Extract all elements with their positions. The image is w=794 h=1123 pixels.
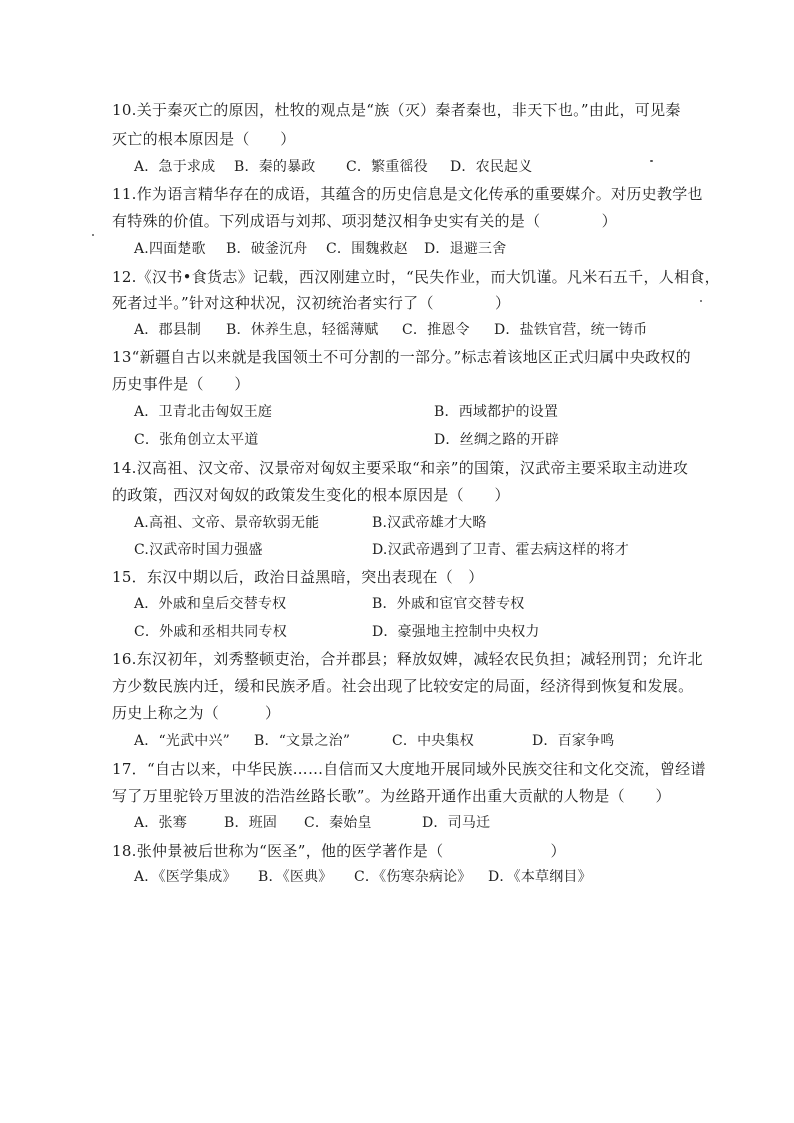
question-11-option-a: A.四面楚歌 bbox=[134, 241, 206, 257]
question-16-option-c: C．中央集权 bbox=[392, 733, 474, 749]
question-17-option-c: C．秦始皇 bbox=[304, 815, 372, 831]
question-14-line-1: 14.汉高祖、汉文帝、汉景帝对匈奴主要采取“和亲”的国策，汉武帝主要采取主动进攻 bbox=[112, 459, 689, 477]
question-13-option-c: C．张角创立太平道 bbox=[134, 432, 259, 448]
question-11-option-d: D．退避三舍 bbox=[424, 241, 507, 257]
question-13-line-1: 13“新疆自古以来就是我国领土不可分割的一部分。”标志着该地区正式归属中央政权的 bbox=[112, 348, 691, 366]
question-15-option-b: B．外戚和宦官交替专权 bbox=[372, 596, 525, 612]
question-10-option-c: C．繁重徭役 bbox=[346, 159, 428, 175]
question-16-line-3: 历史上称之为（ ） bbox=[112, 704, 281, 722]
question-15-option-c: C．外戚和丞相共同专权 bbox=[134, 624, 287, 640]
question-16-option-b: B．“文景之治” bbox=[254, 733, 351, 749]
question-17-line-1: 17．“自古以来，中华民族……自信而又大度地开展同域外民族交往和文化交流，曾经谱 bbox=[112, 760, 706, 778]
question-11-line-2: 有特殊的价值。下列成语与刘邦、项羽楚汉相争史实有关的是（ ） bbox=[112, 212, 617, 230]
question-11-option-b: B．破釜沉舟 bbox=[226, 241, 308, 257]
question-18-line-1: 18.张仲景被后世称为“医圣”，他的医学著作是（ ） bbox=[112, 842, 566, 860]
question-10-line-1: 10.关于秦灭亡的原因，杜牧的观点是“族（灭）秦者秦也，非天下也。”由此，可见秦 bbox=[112, 101, 681, 119]
question-18-option-b: B．《医典》 bbox=[258, 869, 333, 885]
question-16-option-d: D．百家争鸣 bbox=[532, 733, 615, 749]
question-12-option-b: B．休养生息，轻徭薄赋 bbox=[226, 322, 379, 338]
question-15-option-d: D．豪强地主控制中央权力 bbox=[372, 624, 540, 640]
question-16-option-a: A．“光武中兴” bbox=[134, 733, 231, 749]
question-10-option-a: A．急于求成 bbox=[134, 159, 216, 175]
question-14-option-c: C.汉武帝时国力强盛 bbox=[134, 542, 263, 558]
question-15-line-1: 15．东汉中期以后，政治日益黑暗，突出表现在（ ） bbox=[112, 568, 484, 586]
question-14-option-d: D.汉武帝遇到了卫青、霍去病这样的将才 bbox=[372, 542, 629, 558]
question-10-line-2: 灭亡的根本原因是（ ） bbox=[112, 130, 296, 148]
question-10-option-d: D．农民起义 bbox=[450, 159, 533, 175]
question-12-line-2: 死者过半。”针对这种状况，汉初统治者实行了（ ） bbox=[112, 294, 511, 312]
question-16-line-1: 16.东汉初年，刘秀整顿吏治，合并郡县；释放奴婢，减轻农民负担；减轻刑罚；允许北 bbox=[112, 650, 703, 668]
question-10-option-b: B．秦的暴政 bbox=[234, 159, 316, 175]
question-12-option-a: A．郡县制 bbox=[134, 322, 202, 338]
question-13-line-2: 历史事件是（ ） bbox=[112, 375, 250, 393]
question-13-option-b: B．西域都护的设置 bbox=[434, 404, 559, 420]
question-17-line-2: 写了万里驼铃万里波的浩浩丝路长歌”。为丝路开通作出重大贡献的人物是（ ） bbox=[112, 787, 671, 805]
question-12-line-1: 12.《汉书•食货志》记载，西汉刚建立时，“民失作业，而大饥谨。凡米石五千，人相食， bbox=[112, 268, 720, 286]
question-17-option-b: B．班固 bbox=[224, 815, 278, 831]
question-15-option-a: A．外戚和皇后交替专权 bbox=[134, 596, 287, 612]
question-13-option-d: D．丝绸之路的开辟 bbox=[434, 432, 560, 448]
question-14-option-b: B.汉武帝雄才大略 bbox=[372, 515, 487, 531]
question-18-option-d: D．《本草纲目》 bbox=[488, 869, 592, 885]
question-18-option-a: A．《医学集成》 bbox=[134, 869, 237, 885]
scan-speck bbox=[650, 160, 653, 162]
question-16-line-2: 方少数民族内迁，缓和民族矛盾。社会出现了比较安定的局面，经济得到恢复和发展。 bbox=[112, 677, 694, 695]
question-17-option-a: A．张骞 bbox=[134, 815, 187, 831]
scan-speck bbox=[92, 234, 94, 236]
question-14-line-2: 的政策，西汉对匈奴的政策发生变化的根本原因是（ ） bbox=[112, 486, 510, 504]
question-13-option-a: A．卫青北击匈奴王庭 bbox=[134, 404, 273, 420]
question-14-option-a: A.高祖、文帝、景帝软弱无能 bbox=[134, 515, 320, 531]
question-12-option-d: D．盐铁官营，统一铸币 bbox=[494, 322, 648, 338]
question-12-option-c: C．推恩令 bbox=[402, 322, 470, 338]
question-18-option-c: C．《伤寒杂病论》 bbox=[354, 869, 472, 885]
question-11-line-1: 11.作为语言精华存在的成语，其蕴含的历史信息是文化传承的重要媒介。对历史教学也 bbox=[112, 185, 703, 203]
question-17-option-d: D．司马迁 bbox=[422, 815, 491, 831]
question-11-option-c: C．围魏救赵 bbox=[326, 241, 408, 257]
scan-speck bbox=[700, 300, 702, 302]
